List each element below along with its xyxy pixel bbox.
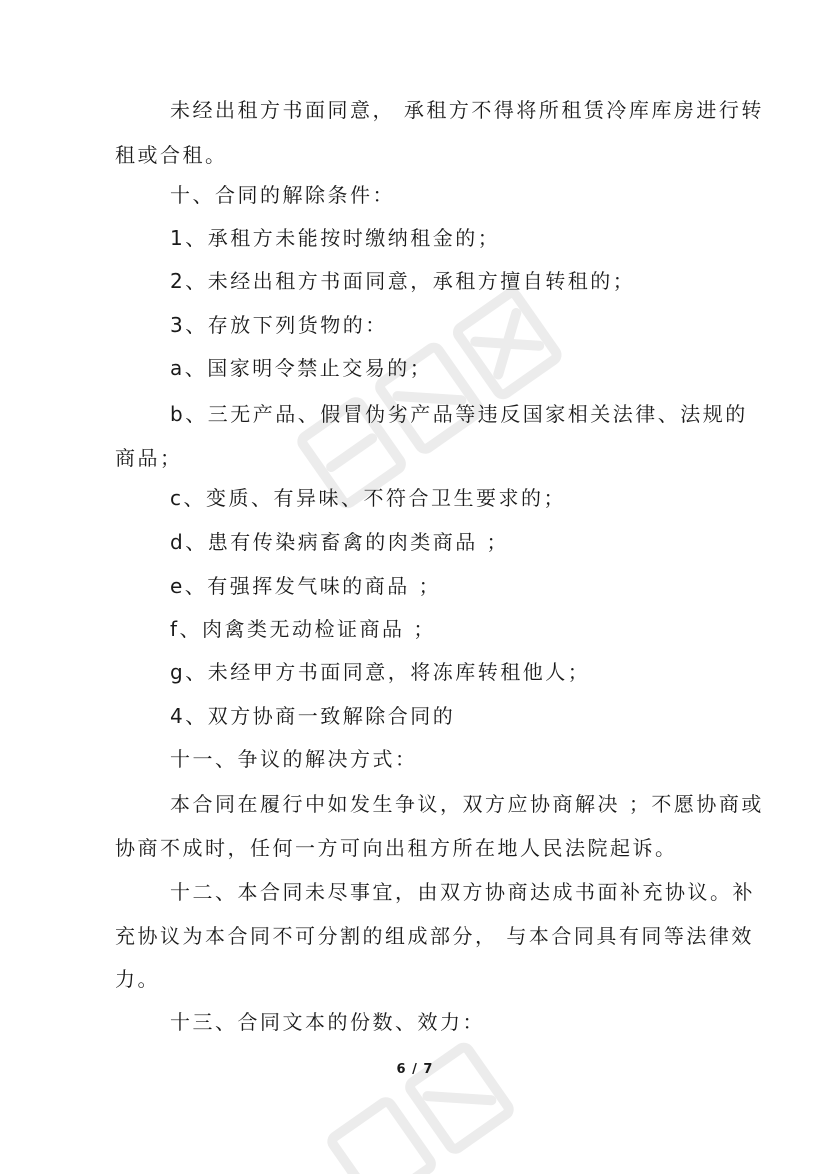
list-item: 3、存放下列货物的： (170, 313, 388, 337)
text-line: 本合同在履行中如发生争议，双方应协商解决 ；不愿协商或 (170, 792, 764, 816)
list-item: b、三无产品、假冒伪劣产品等违反国家相关法律、法规的 (170, 402, 748, 426)
text-line: 商品； (115, 446, 183, 470)
text-line: 力。 (115, 967, 160, 991)
text-line: 充协议为本合同不可分割的组成部分， 与本合同具有同等法律效 (115, 924, 754, 948)
list-item: c、变质、有异味、不符合卫生要求的； (170, 486, 566, 510)
list-item: 2、未经出租方书面同意，承租方擅自转租的； (170, 269, 636, 293)
list-item: d、患有传染病畜禽的肉类商品 ； (170, 530, 510, 554)
list-item: e、有强挥发气味的商品 ； (170, 574, 442, 598)
text-line: 租或合租。 (115, 143, 228, 167)
text-line: 协商不成时，任何一方可向出租方所在地人民法院起诉。 (115, 836, 678, 860)
section-heading: 十一、争议的解决方式： (170, 747, 418, 771)
text-line: 未经出租方书面同意， 承租方不得将所租赁冷库库房进行转 (170, 98, 764, 122)
list-item: a、国家明令禁止交易的； (170, 356, 433, 380)
list-item: 4、双方协商一致解除合同的 (170, 704, 456, 728)
section-heading: 十二、本合同未尽事宜，由双方协商达成书面补充协议。补 (170, 880, 755, 904)
page-number: 6 / 7 (396, 1062, 434, 1077)
section-heading: 十、合同的解除条件： (170, 183, 395, 207)
section-heading: 十三、合同文本的份数、效力： (170, 1010, 485, 1034)
list-item: 1、承租方未能按时缴纳租金的； (170, 226, 501, 250)
list-item: g、未经甲方书面同意，将冻库转租他人； (170, 660, 591, 684)
list-item: f、肉禽类无动检证商品 ； (170, 617, 436, 641)
